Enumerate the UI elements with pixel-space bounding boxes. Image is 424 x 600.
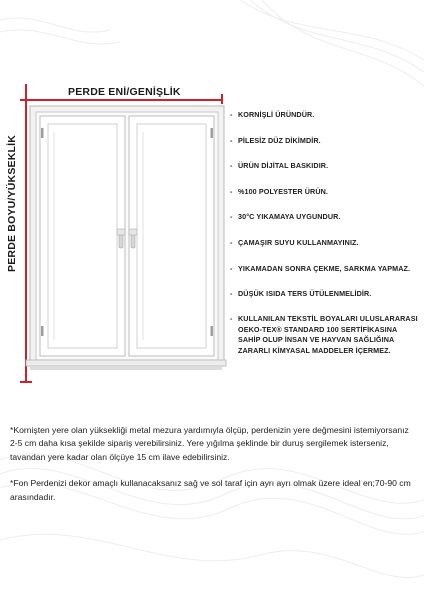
feature-item: - 30°C YIKAMAYA UYGUNDUR. bbox=[230, 212, 341, 221]
feature-text: %100 POLYESTER ÜRÜN. bbox=[238, 187, 329, 196]
feature-item: - KULLANILAN TEKSTİL BOYALARI ULUSLARARASI OEKO-TEX® STANDARD 100 SERTİFİKASINA SAHİP OLUP İNSAN VE HAYVAN SAĞLIĞINA ZARARLI KİMYASAL MADDELER İÇERMEZ. bbox=[230, 314, 420, 356]
feature-item: - KORNİŞLİ ÜRÜNDÜR. bbox=[230, 110, 315, 119]
height-label: PERDE BOYU/YÜKSEKLİK bbox=[6, 134, 18, 272]
feature-text: PİLESİZ DÜZ DİKİMDİR. bbox=[238, 136, 321, 145]
feature-item: - YIKAMADAN SONRA ÇEKME, SARKMA YAPMAZ. bbox=[230, 264, 411, 273]
note-measurement: *Kornişten yere olan yüksekliği metal mezura yardımıyla ölçüp, perdenizin yere değmesini istemiyorsanız 2-5 cm daha kısa şekilde sipariş verebilirsiniz. Yere yığılma şeklinde bir duruş sergilemek isterseniz, tavandan yere kadar olan ölçüye 15 cm ilave edebilirsiniz. bbox=[10, 425, 409, 462]
feature-item: - %100 POLYESTER ÜRÜN. bbox=[230, 187, 329, 196]
window-sill bbox=[26, 360, 226, 370]
measurement-notes bbox=[10, 424, 418, 504]
feature-item: - PİLESİZ DÜZ DİKİMDİR. bbox=[230, 136, 321, 145]
feature-item: - DÜŞÜK ISIDA TERS ÜTÜLENMELİDİR. bbox=[230, 289, 372, 298]
feature-text: KULLANILAN TEKSTİL BOYALARI ULUSLARARASI OEKO-TEX® STANDARD 100 SERTİFİKASINA SAHİP OLUP İNSAN VE HAYVAN SAĞLIĞINA ZARARLI KİMYASAL MADDELER İÇERMEZ. bbox=[238, 314, 418, 355]
feature-text: YIKAMADAN SONRA ÇEKME, SARKMA YAPMAZ. bbox=[238, 264, 411, 273]
feature-item: - ÇAMAŞIR SUYU KULLANMAYINIZ. bbox=[230, 238, 359, 247]
feature-text: KORNİŞLİ ÜRÜNDÜR. bbox=[238, 110, 315, 119]
feature-text: DÜŞÜK ISIDA TERS ÜTÜLENMELİDİR. bbox=[238, 289, 372, 298]
feature-text: 30°C YIKAMAYA UYGUNDUR. bbox=[238, 212, 341, 221]
feature-item: - ÜRÜN DİJİTAL BASKIDIR. bbox=[230, 161, 329, 170]
note-decor-width: *Fon Perdenizi dekor amaçlı kullanacaksanız sağ ve sol taraf için ayrı ayrı olmak üzere ideal en;70-90 cm arasındadır. bbox=[10, 478, 411, 502]
feature-text: ÜRÜN DİJİTAL BASKIDIR. bbox=[238, 161, 329, 170]
width-label: PERDE ENİ/GENİŞLİK bbox=[68, 86, 181, 98]
window-frame bbox=[30, 106, 224, 366]
feature-text: ÇAMAŞIR SUYU KULLANMAYINIZ. bbox=[238, 238, 359, 247]
